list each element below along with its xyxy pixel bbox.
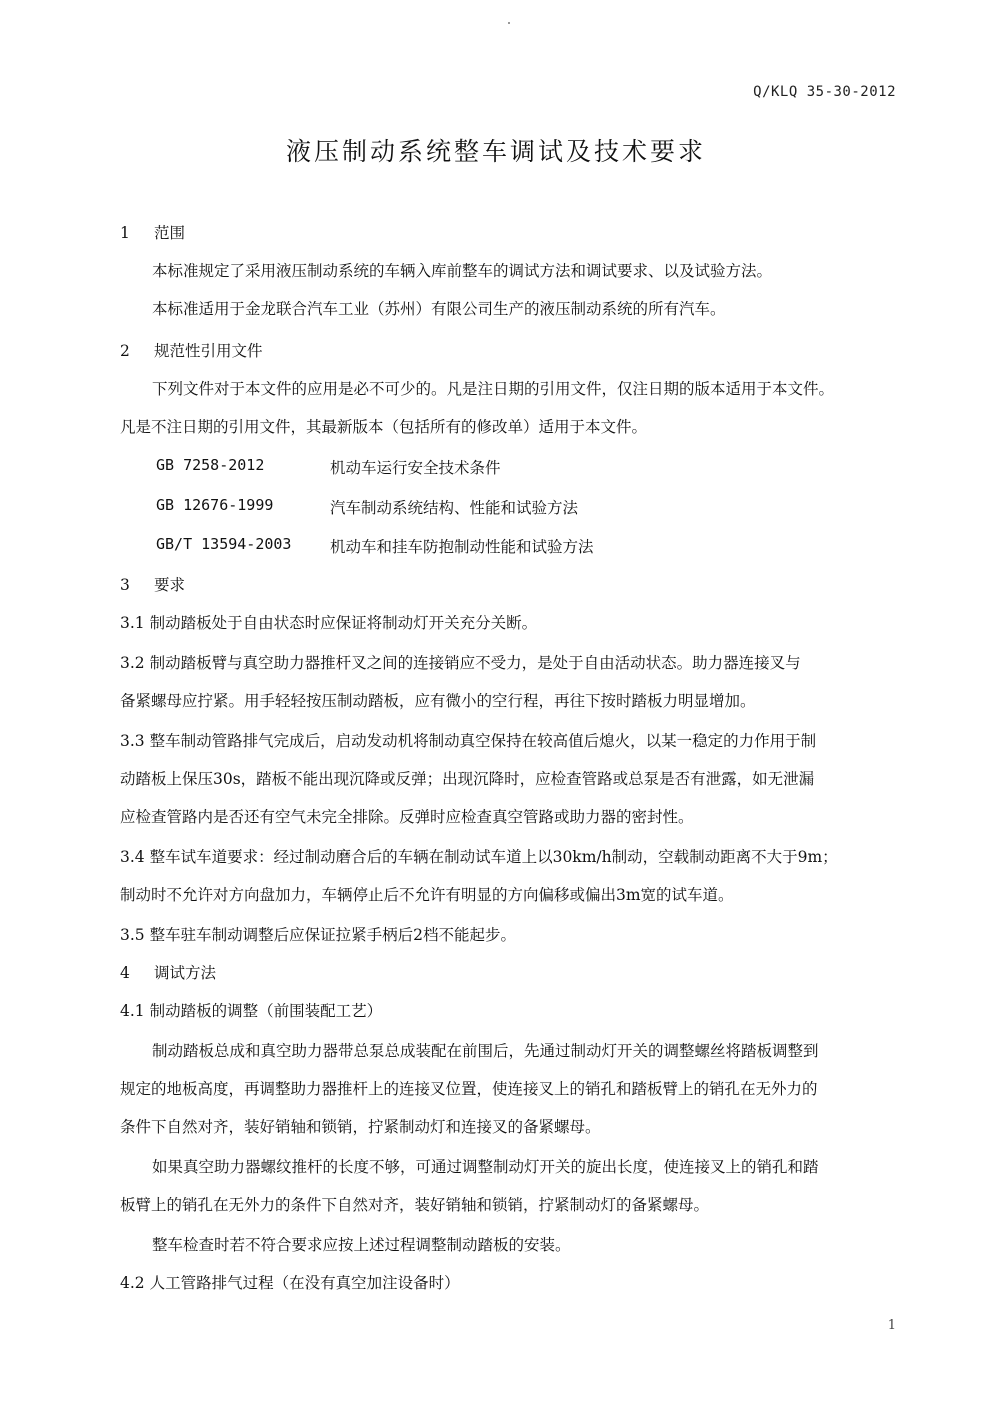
section-number: 4 [120,964,130,982]
section-1-heading [120,222,904,244]
paragraph-line: 下列文件对于本文件的应用是必不可少的。凡是注日期的引用文件，仅注日期的版本适用于本文件。 [152,380,835,398]
clause-line: 3.3 整车制动管路排气完成后，启动发动机将制动真空保持在较高值后熄火，以某一稳定的力作用于制 [120,732,817,750]
section-2-heading [120,340,904,362]
section-3-heading [120,574,904,596]
paragraph-line: 如果真空助力器螺纹推杆的长度不够，可通过调整制动灯开关的旋出长度，使连接叉上的销孔和踏 [152,1158,819,1176]
section-title: 规范性引用文件 [154,342,263,360]
document-title: 液压制动系统整车调试及技术要求 [285,137,706,166]
section-number: 1 [120,224,130,242]
clause-line: 制动时不允许对方向盘加力，车辆停止后不允许有明显的方向偏移或偏出3m宽的试车道。 [120,886,734,904]
paragraph-line: 制动踏板总成和真空助力器带总泵总成装配在前围后，先通过制动灯开关的调整螺丝将踏板调整到 [152,1042,819,1060]
clause-line: 动踏板上保压30s，踏板不能出现沉降或反弹；出现沉降时，应检查管路或总泵是否有泄露，如无泄漏 [120,770,815,788]
section-title: 要求 [154,576,186,594]
paragraph-line: 规定的地板高度，再调整助力器推杆上的连接叉位置，使连接叉上的销孔和踏板臂上的销孔在无外力的 [120,1080,818,1098]
clause-line: 3.1 制动踏板处于自由状态时应保证将制动灯开关充分关断。 [120,614,538,632]
paragraph-line: 条件下自然对齐，装好销轴和锁销，拧紧制动灯和连接叉的备紧螺母。 [120,1118,601,1136]
section-number: 2 [120,342,130,360]
clause-line: 应检查管路内是否还有空气未完全排除。反弹时应检查真空管路或助力器的密封性。 [120,808,694,826]
reference-code: GB/T 13594-2003 [156,535,292,553]
clause-line: 3.2 制动踏板臂与真空助力器推杆叉之间的连接销应不受力，是处于自由活动状态。助力器连接叉与 [120,654,801,672]
document-code: Q/KLQ 35-30-2012 [753,84,896,100]
subclause-heading: 4.1 制动踏板的调整（前围装配工艺） [120,1002,383,1020]
section-title: 范围 [154,224,186,242]
reference-code: GB 7258-2012 [156,456,265,474]
paragraph-line: 本标准适用于金龙联合汽车工业（苏州）有限公司生产的液压制动系统的所有汽车。 [152,300,726,318]
reference-title: 机动车运行安全技术条件 [330,459,501,477]
reference-code: GB 12676-1999 [156,496,274,514]
clause-line: 3.4 整车试车道要求：经过制动磨合后的车辆在制动试车道上以30km/h制动，空载制动距离不大于9m； [120,848,838,866]
section-title: 调试方法 [154,964,217,982]
paragraph-line: 凡是不注日期的引用文件，其最新版本（包括所有的修改单）适用于本文件。 [120,418,648,436]
section-4-heading [120,962,904,984]
section-number: 3 [120,576,130,594]
reference-title: 机动车和挂车防抱制动性能和试验方法 [330,538,594,556]
paragraph-line: 本标准规定了采用液压制动系统的车辆入库前整车的调试方法和调试要求、以及试验方法。 [152,262,773,280]
scan-speck [508,22,510,24]
page-number: 1 [887,1318,896,1333]
clause-line: 备紧螺母应拧紧。用手轻轻按压制动踏板，应有微小的空行程，再往下按时踏板力明显增加。 [120,692,756,710]
paragraph-line: 板臂上的销孔在无外力的条件下自然对齐，装好销轴和锁销，拧紧制动灯的备紧螺母。 [120,1196,710,1214]
reference-title: 汽车制动系统结构、性能和试验方法 [330,499,579,517]
paragraph-line: 整车检查时若不符合要求应按上述过程调整制动踏板的安装。 [152,1236,571,1254]
clause-line: 3.5 整车驻车制动调整后应保证拉紧手柄后2档不能起步。 [120,926,516,944]
subclause-heading: 4.2 人工管路排气过程（在没有真空加注设备时） [120,1274,460,1292]
